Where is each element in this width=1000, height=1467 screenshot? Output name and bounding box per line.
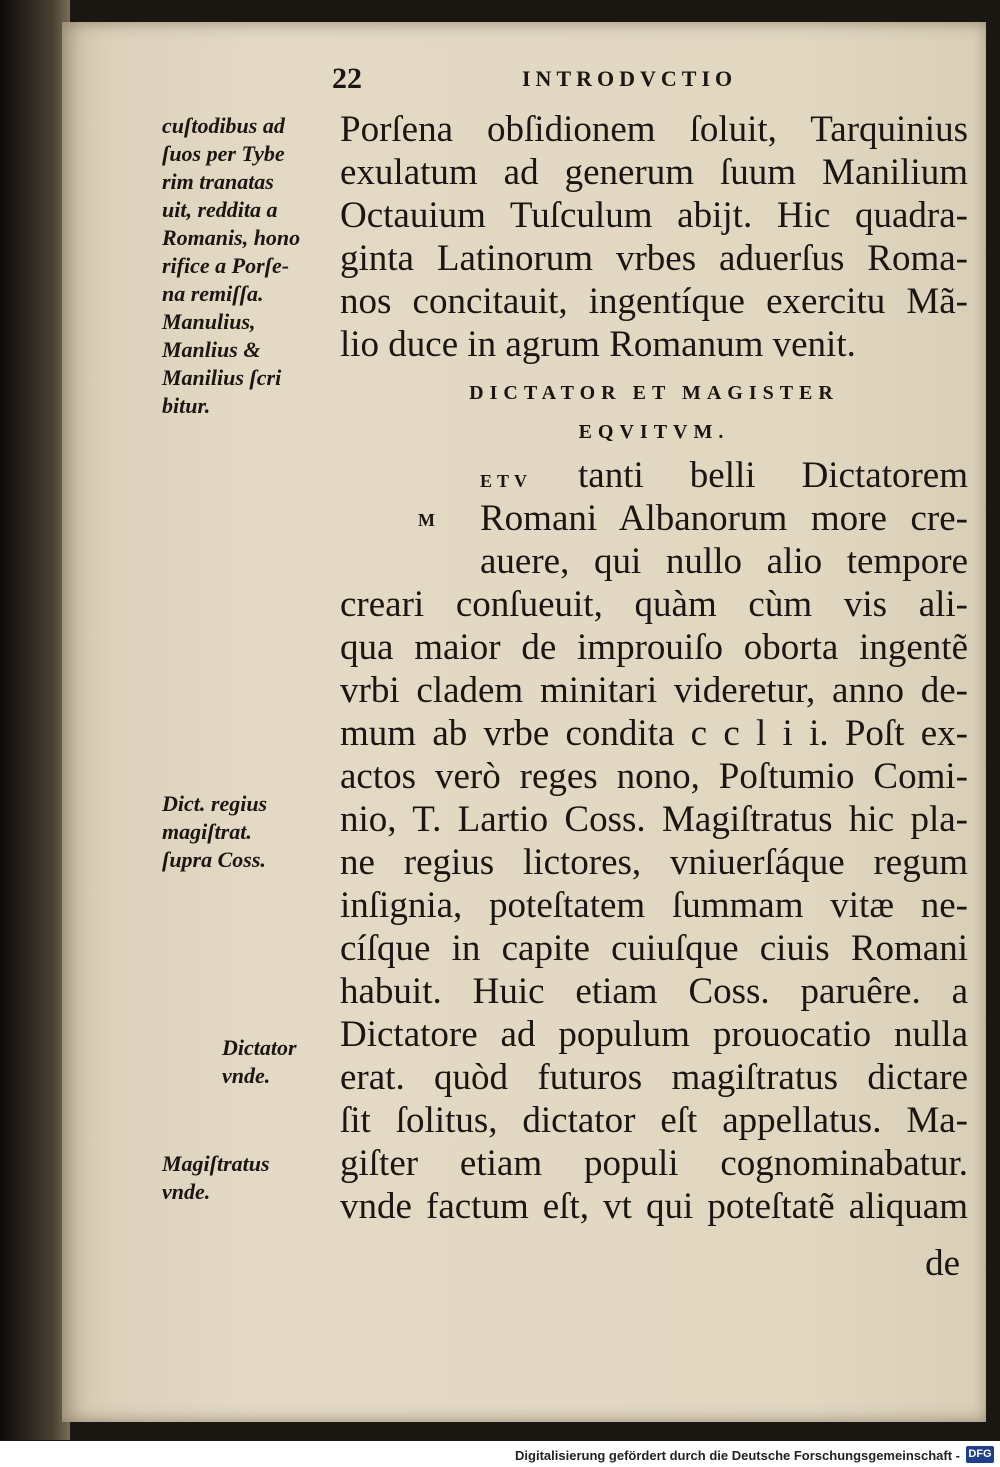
paragraph-dictator	[340, 454, 968, 1228]
text-span: tanti belli Dictatorem	[578, 455, 969, 496]
note-line: bitur.	[162, 393, 211, 418]
note-line: cuſtodibus ad	[162, 113, 285, 138]
running-title: INTRODVCTIO	[522, 66, 738, 91]
text-line: Porſena obſidionem ſoluit, Tarquinius	[340, 109, 968, 150]
text-line: inſignia, poteſtatem ſummam vitæ ne-	[340, 885, 968, 926]
text-line: Dictatore ad populum prouocatio nulla	[340, 1014, 968, 1055]
text-line: exulatum ad generum ſuum Manilium	[340, 152, 968, 193]
text-line: habuit. Huic etiam Coss. paruêre. a	[340, 971, 968, 1012]
footer-bar	[0, 1441, 1000, 1467]
text-line: ſit ſolitus, dictator eſt appellatus. Ma-	[340, 1100, 968, 1141]
catchword: de	[925, 1243, 960, 1284]
text-line: ne regius lictores, vniuerſáque regum	[340, 842, 968, 883]
text-line: mum ab vrbe condita c c l i i. Poſt ex-	[340, 713, 968, 754]
text-line: ginta Latinorum vrbes aduerſus Roma-	[340, 238, 968, 279]
section-heading: DICTATOR ET MAGISTER	[469, 382, 839, 404]
note-line: Manilius ſcri	[162, 365, 282, 390]
margin-note-custodibus	[162, 112, 300, 420]
book-page	[62, 22, 986, 1422]
text-line	[340, 454, 968, 497]
text-line: Romani Albanorum more cre-	[480, 498, 968, 539]
margin-note-magistratus-vnde	[162, 1150, 270, 1206]
note-line: na remiſſa.	[162, 281, 264, 306]
note-line: Manulius,	[162, 309, 256, 334]
text-line: qua maior de improuiſo oborta ingentẽ	[340, 627, 968, 668]
note-line: magiſtrat.	[162, 819, 252, 844]
note-line: ſupra Coss.	[162, 847, 266, 872]
text-line: actos verò reges nono, Poſtumio Comi-	[340, 756, 968, 797]
note-line: rifice a Porſe-	[162, 253, 290, 278]
text-line: vnde factum eſt, vt qui poteſtatẽ aliquam	[340, 1186, 968, 1227]
note-line: uit, reddita a	[162, 197, 278, 222]
text-line: lio duce in agrum Romanum venit.	[340, 324, 856, 365]
text-line: nio, T. Lartio Coss. Magiſtratus hic pla-	[340, 799, 968, 840]
note-line: Dict. regius	[162, 791, 268, 816]
section-subheading: EQVITVM.	[578, 421, 730, 443]
text-line: erat. quòd futuros magiſtratus dictare	[340, 1057, 968, 1098]
digitization-credit: Digitalisierung gefördert durch die Deutsche Forschungsgemeinschaft -	[515, 1448, 960, 1463]
text-line: cíſque in capite cuiuſque ciuis Romani	[340, 928, 968, 969]
note-line: Romanis, hono	[162, 225, 301, 250]
page-number: 22	[332, 62, 362, 95]
text-line: nos concitauit, ingentíque exercitu Mã-	[340, 281, 968, 322]
text-line: Octauium Tuſculum abijt. Hic quadra-	[340, 195, 968, 236]
note-line: Dictator	[222, 1035, 297, 1060]
margin-note-dictator-vnde	[222, 1034, 297, 1090]
note-line: Magiſtratus	[162, 1151, 270, 1176]
page-header	[332, 62, 776, 102]
main-text	[340, 108, 968, 1228]
note-line: vnde.	[222, 1063, 271, 1088]
text-line: creari conſueuit, quàm cùm vis ali-	[340, 584, 968, 625]
margin-note-dict-regius	[162, 790, 267, 874]
text-line: vrbi cladem minitari videretur, anno de-	[340, 670, 968, 711]
note-line: Manlius &	[162, 337, 261, 362]
drop-initial: M	[418, 510, 438, 530]
note-line: rim tranatas	[162, 169, 274, 194]
book-binding	[0, 0, 70, 1440]
dfg-logo: DFG	[966, 1446, 994, 1463]
text-line: auere, qui nullo alio tempore	[480, 541, 968, 582]
small-caps-word: ETV	[480, 471, 533, 491]
note-line: ſuos per Tybe	[162, 141, 285, 166]
note-line: vnde.	[162, 1179, 211, 1204]
text-line: giſter etiam populi cognominabatur.	[340, 1143, 968, 1184]
